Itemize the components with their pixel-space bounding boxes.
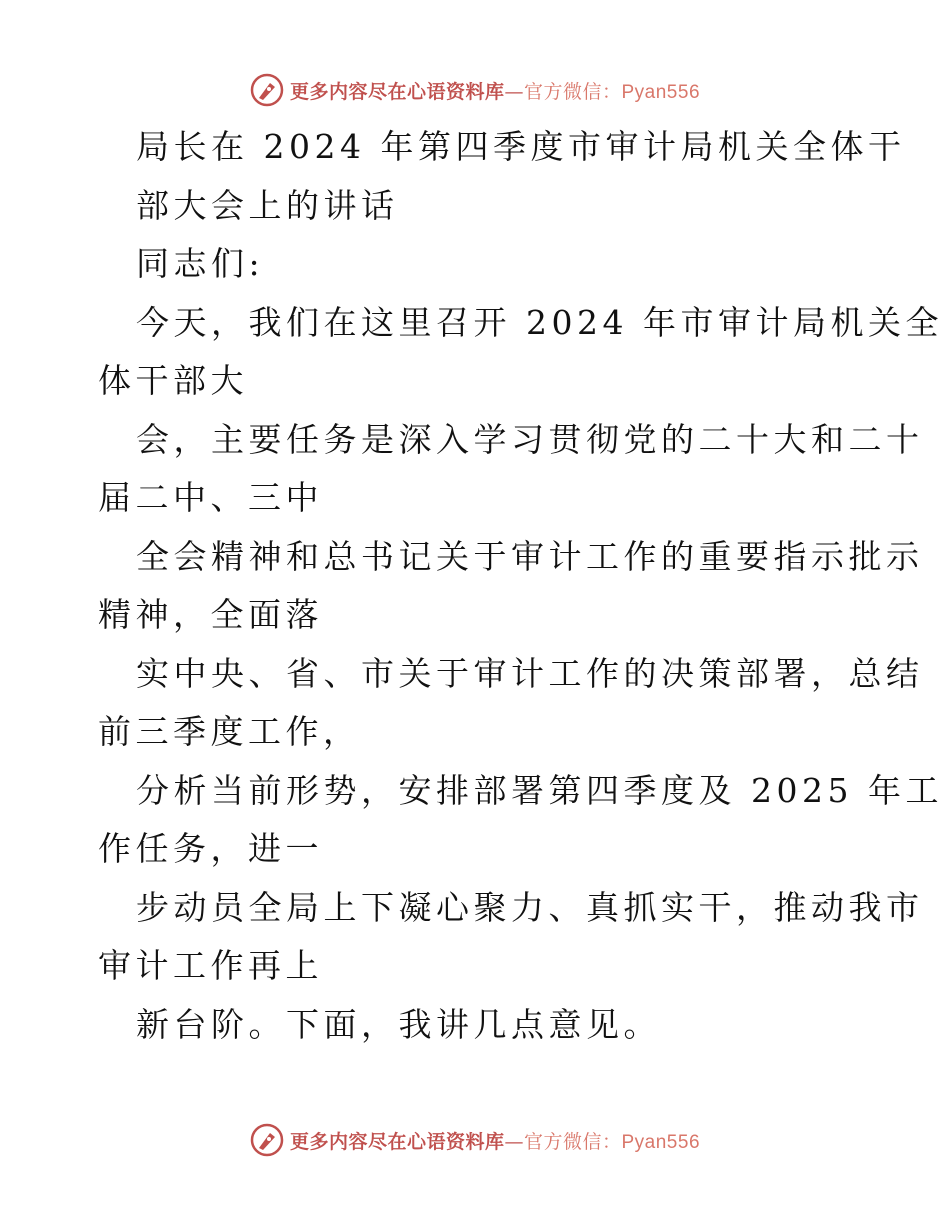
watermark-wechat-id: Pyan556 bbox=[621, 1131, 701, 1153]
doc-paragraph-line: 分析当前形势，安排部署第四季度及 2025 年工 bbox=[136, 770, 943, 810]
doc-paragraph-line: 作任务，进一 bbox=[98, 829, 323, 868]
doc-paragraph-line: 今天，我们在这里召开 2024 年市审计局机关全 bbox=[136, 302, 943, 342]
doc-paragraph-line: 审计工作再上 bbox=[98, 946, 323, 985]
doc-salutation: 同志们: bbox=[136, 244, 265, 283]
doc-paragraph-line: 会，主要任务是深入学习贯彻党的二十大和二十 bbox=[136, 419, 924, 459]
doc-paragraph-line: 实中央、省、市关于审计工作的决策部署，总结 bbox=[136, 653, 924, 693]
watermark-brand: 更多内容尽在心语资料库 bbox=[289, 1130, 505, 1153]
header-watermark bbox=[0, 70, 950, 110]
doc-title-line-2: 部大会上的讲话 bbox=[136, 185, 399, 225]
footer-watermark bbox=[0, 1120, 950, 1160]
doc-paragraph-line: 新台阶。下面，我讲几点意见。 bbox=[136, 1004, 661, 1044]
doc-paragraph-line: 精神，全面落 bbox=[98, 595, 323, 634]
doc-paragraph-line: 全会精神和总书记关于审计工作的重要指示批示 bbox=[136, 536, 924, 576]
doc-title-line-1: 局长在 2024 年第四季度市审计局机关全体干 bbox=[136, 127, 906, 166]
doc-paragraph-line: 步动员全局上下凝心聚力、真抓实干，推动我市 bbox=[136, 887, 924, 927]
watermark-separator: — bbox=[504, 80, 524, 103]
watermark-brand: 更多内容尽在心语资料库 bbox=[289, 80, 505, 103]
pen-nib-logo-icon bbox=[250, 1123, 284, 1157]
watermark-wechat-label: 官方微信： bbox=[523, 1130, 622, 1153]
watermark-wechat-label: 官方微信： bbox=[523, 80, 622, 103]
document-body bbox=[98, 118, 943, 1054]
doc-paragraph-line: 体干部大 bbox=[98, 361, 248, 400]
pen-nib-logo-icon bbox=[250, 73, 284, 107]
watermark-separator: — bbox=[504, 1130, 524, 1153]
doc-paragraph-line: 届二中、三中 bbox=[98, 478, 323, 517]
doc-paragraph-line: 前三季度工作， bbox=[98, 712, 361, 751]
watermark-wechat-id: Pyan556 bbox=[621, 81, 701, 103]
